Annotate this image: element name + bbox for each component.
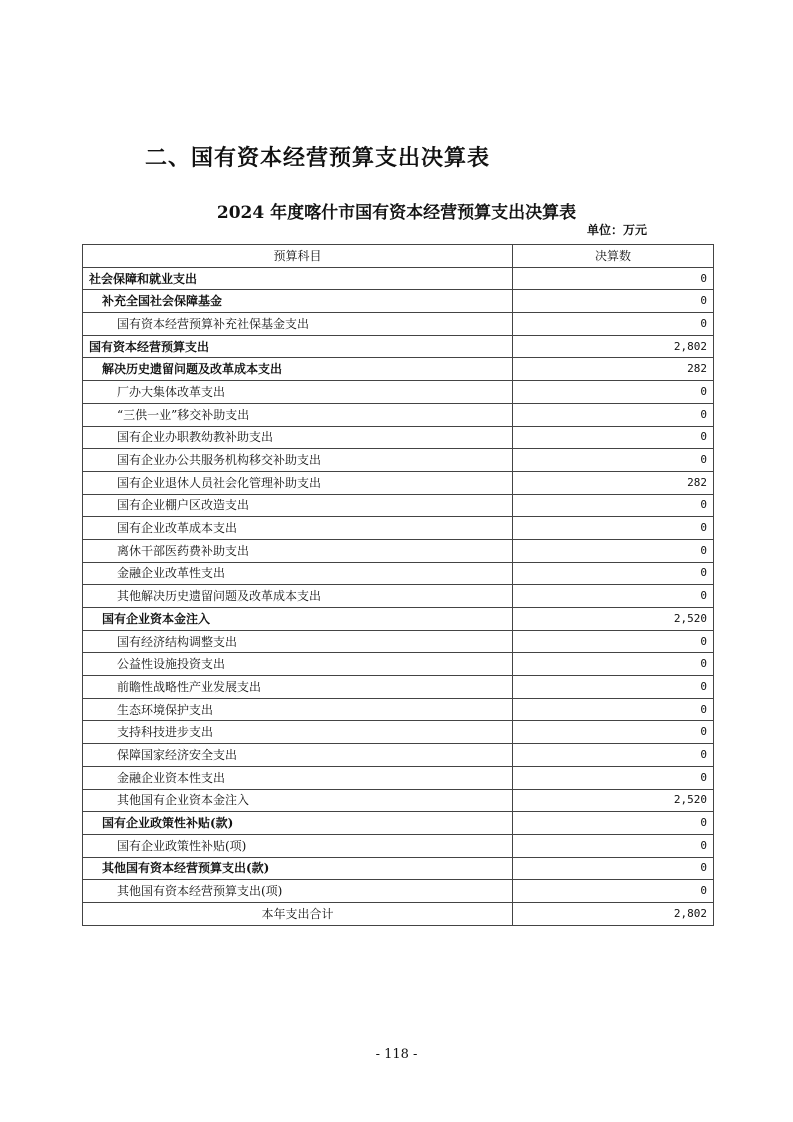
table-row — [83, 313, 714, 336]
total-label: 本年支出合计 — [83, 902, 513, 925]
row-label: 其他国有资本经营预算支出(款) — [83, 857, 513, 880]
row-label: 其他解决历史遗留问题及改革成本支出 — [83, 585, 513, 608]
unit-label: 单位：万元 — [586, 223, 647, 237]
row-label: 国有资本经营预算补充社保基金支出 — [83, 313, 513, 336]
row-label: 国有资本经营预算支出 — [83, 335, 513, 358]
row-label: 社会保障和就业支出 — [83, 267, 513, 290]
table-row — [83, 358, 714, 381]
row-label: 国有经济结构调整支出 — [83, 630, 513, 653]
row-label: 国有企业办公共服务机构移交补助支出 — [83, 449, 513, 472]
table-row — [83, 290, 714, 313]
table-row — [83, 585, 714, 608]
total-row — [83, 902, 714, 925]
row-label: “三供一业”移交补助支出 — [83, 403, 513, 426]
table-row — [83, 766, 714, 789]
column-header-amount: 决算数 — [513, 245, 714, 268]
row-label: 厂办大集体改革支出 — [83, 381, 513, 404]
table-row — [83, 426, 714, 449]
row-value: 0 — [513, 857, 714, 880]
row-label: 其他国有企业资本金注入 — [83, 789, 513, 812]
row-label: 国有企业政策性补贴(款) — [83, 812, 513, 835]
table-row — [83, 381, 714, 404]
row-label: 国有企业办职教幼教补助支出 — [83, 426, 513, 449]
row-value: 0 — [513, 698, 714, 721]
table-row — [83, 517, 714, 540]
row-value: 0 — [513, 880, 714, 903]
row-value: 0 — [513, 403, 714, 426]
total-value: 2,802 — [513, 902, 714, 925]
row-label: 其他国有资本经营预算支出(项) — [83, 880, 513, 903]
row-value: 0 — [513, 426, 714, 449]
row-value: 0 — [513, 766, 714, 789]
row-label: 国有企业退休人员社会化管理补助支出 — [83, 471, 513, 494]
row-label: 补充全国社会保障基金 — [83, 290, 513, 313]
table-row — [83, 403, 714, 426]
table-row — [83, 789, 714, 812]
row-label: 国有企业资本金注入 — [83, 608, 513, 631]
row-label: 金融企业改革性支出 — [83, 562, 513, 585]
table-row — [83, 698, 714, 721]
row-label: 支持科技进步支出 — [83, 721, 513, 744]
table-header-row — [83, 245, 714, 268]
row-value: 0 — [513, 744, 714, 767]
row-value: 0 — [513, 585, 714, 608]
row-value: 0 — [513, 290, 714, 313]
row-value: 0 — [513, 562, 714, 585]
expenditure-table — [82, 244, 714, 926]
row-value: 0 — [513, 449, 714, 472]
table-title: 2024 年度喀什市国有资本经营预算支出决算表 — [216, 203, 577, 223]
row-label: 解决历史遗留问题及改革成本支出 — [83, 358, 513, 381]
table-row — [83, 449, 714, 472]
row-label: 生态环境保护支出 — [83, 698, 513, 721]
row-label: 公益性设施投资支出 — [83, 653, 513, 676]
row-value: 2,520 — [513, 608, 714, 631]
row-value: 0 — [513, 834, 714, 857]
row-value: 0 — [513, 812, 714, 835]
table-row — [83, 494, 714, 517]
row-label: 国有企业棚户区改造支出 — [83, 494, 513, 517]
row-label: 离休干部医药费补助支出 — [83, 539, 513, 562]
row-value: 0 — [513, 676, 714, 699]
table-row — [83, 812, 714, 835]
table-row — [83, 267, 714, 290]
table-row — [83, 834, 714, 857]
row-value: 2,802 — [513, 335, 714, 358]
table-row — [83, 857, 714, 880]
table-row — [83, 630, 714, 653]
table-row — [83, 744, 714, 767]
table-body — [83, 267, 714, 902]
table-row — [83, 562, 714, 585]
row-value: 0 — [513, 539, 714, 562]
row-value: 0 — [513, 313, 714, 336]
table-row — [83, 676, 714, 699]
row-label: 国有企业政策性补贴(项) — [83, 834, 513, 857]
row-value: 0 — [513, 721, 714, 744]
table-row — [83, 880, 714, 903]
row-value: 0 — [513, 494, 714, 517]
row-value: 2,520 — [513, 789, 714, 812]
table-row — [83, 335, 714, 358]
row-label: 保障国家经济安全支出 — [83, 744, 513, 767]
row-label: 金融企业资本性支出 — [83, 766, 513, 789]
page-number: - 118 - — [375, 1047, 418, 1062]
row-label: 国有企业改革成本支出 — [83, 517, 513, 540]
row-label: 前瞻性战略性产业发展支出 — [83, 676, 513, 699]
section-heading: 二、国有资本经营预算支出决算表 — [145, 145, 491, 171]
row-value: 282 — [513, 471, 714, 494]
table-row — [83, 471, 714, 494]
column-header-subject: 预算科目 — [83, 245, 513, 268]
table-row — [83, 653, 714, 676]
row-value: 282 — [513, 358, 714, 381]
row-value: 0 — [513, 630, 714, 653]
table-row — [83, 721, 714, 744]
row-value: 0 — [513, 517, 714, 540]
row-value: 0 — [513, 381, 714, 404]
table-row — [83, 539, 714, 562]
row-value: 0 — [513, 267, 714, 290]
row-value: 0 — [513, 653, 714, 676]
table-row — [83, 608, 714, 631]
